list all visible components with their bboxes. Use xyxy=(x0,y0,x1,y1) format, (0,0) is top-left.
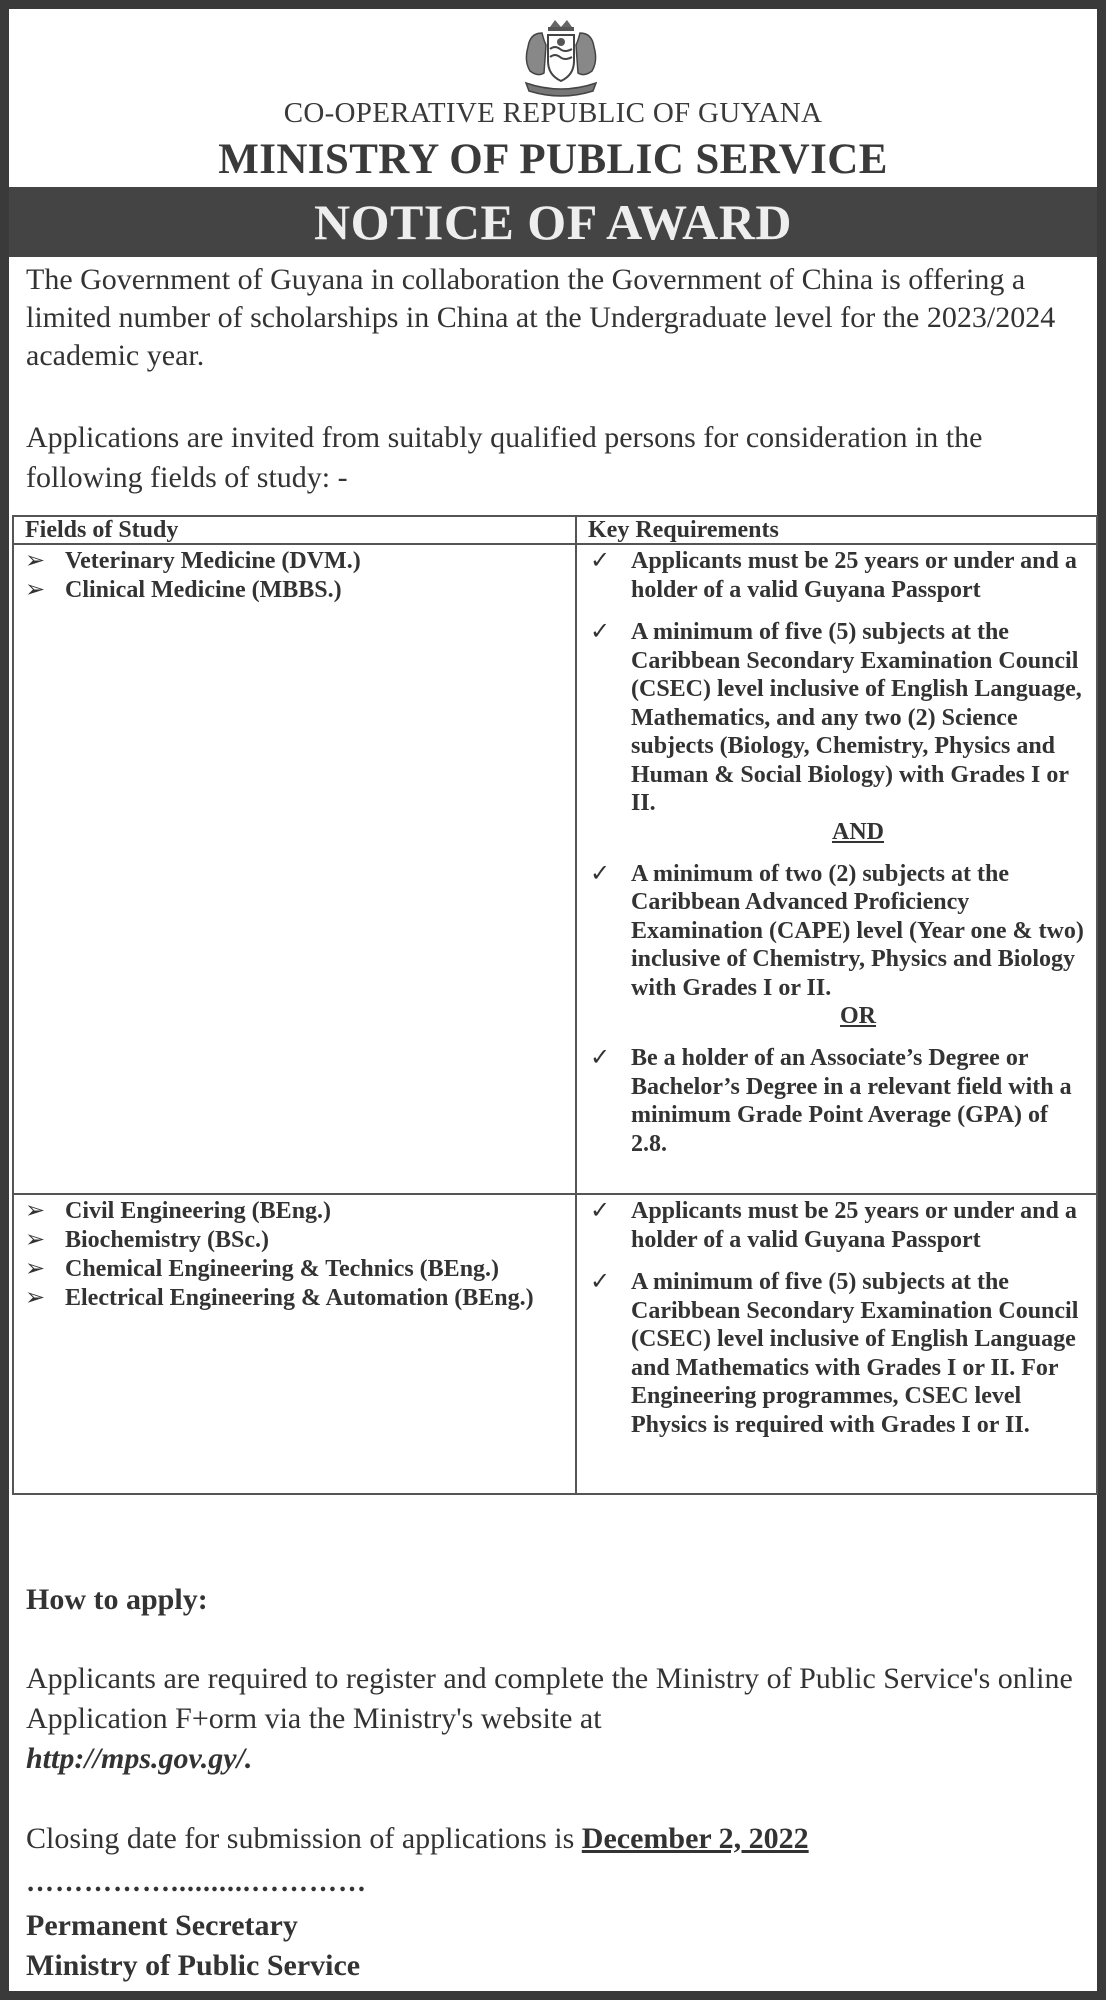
arrow-bullet-icon: ➢ xyxy=(25,1256,46,1282)
signature-line: ……………..........………… xyxy=(26,1867,367,1898)
arrow-bullet-icon: ➢ xyxy=(25,1198,46,1224)
list-item: ✓ Be a holder of an Associate’s Degree or Bachelor’s Degree in a relevant field with a minimum Grade Point Average (GPA) of 2.8. xyxy=(590,1045,1072,1157)
list-item: ✓ Applicants must be 25 years or under and a holder of a valid Guyana Passport xyxy=(590,548,1077,603)
check-mark-icon: ✓ xyxy=(590,1045,611,1071)
requirements-header: Key Requirements xyxy=(576,516,1097,544)
how-to-apply-text: Applicants are required to register and complete the Ministry of Public Service's online Application F+orm via the Ministry's website at http://mps.gov.gy/. xyxy=(26,1662,1073,1775)
list-item: ✓ A minimum of five (5) subjects at the Caribbean Secondary Examination Council (CSEC) level inclusive of English Language and Mathematics with Grades I or II. For Engineering programmes, CSEC level Physics is required with Grades I or II. xyxy=(590,1269,1079,1438)
signatory-title: Permanent Secretary xyxy=(26,1909,298,1942)
requirements-cell xyxy=(576,1194,1097,1494)
conjunction-and: AND xyxy=(832,818,884,845)
check-mark-icon: ✓ xyxy=(590,1198,611,1224)
list-item: ✓ A minimum of five (5) subjects at the Caribbean Secondary Examination Council (CSEC) level inclusive of English Language, Mathematics, and any two (2) Science subjects (Biology, Chemistry, Physics and Human & Social Biology) with Grades I or II. xyxy=(590,619,1082,816)
how-to-apply-heading: How to apply: xyxy=(26,1583,208,1616)
requirements-cell xyxy=(576,544,1097,1194)
arrow-bullet-icon: ➢ xyxy=(25,1285,46,1311)
conjunction-or: OR xyxy=(840,1003,876,1029)
ministry-website-link[interactable]: http://mps.gov.gy/. xyxy=(26,1742,253,1775)
list-item: ➢ Veterinary Medicine (DVM.) xyxy=(25,548,361,574)
applications-paragraph: Applications are invited from suitably qualified persons for consideration in the following fields of study: - xyxy=(26,421,983,494)
closing-date-line: Closing date for submission of applications is December 2, 2022 xyxy=(26,1822,809,1855)
check-mark-icon: ✓ xyxy=(590,860,611,887)
table-header-row xyxy=(13,516,1097,544)
arrow-bullet-icon: ➢ xyxy=(25,548,46,574)
list-item: ✓ A minimum of two (2) subjects at the Caribbean Advanced Proficiency Examination (CAPE) level (Year one & two) inclusive of Chemistry, Physics and Biology with Grades I or II. xyxy=(590,860,1084,1001)
check-mark-icon: ✓ xyxy=(590,619,611,645)
notice-title: NOTICE OF AWARD xyxy=(314,194,792,250)
country-name: CO-OPERATIVE REPUBLIC OF GUYANA xyxy=(283,97,823,129)
fields-cell xyxy=(13,1194,576,1494)
closing-date: December 2, 2022 xyxy=(581,1822,809,1855)
intro-paragraph: The Government of Guyana in collaboration the Government of China is offering a limited number of scholarships in China at the Undergraduate level for the 2023/2024 academic year. xyxy=(26,263,1056,372)
signatory-office: Ministry of Public Service xyxy=(26,1949,361,1982)
check-mark-icon: ✓ xyxy=(590,548,611,574)
arrow-bullet-icon: ➢ xyxy=(25,1227,46,1253)
signature-block xyxy=(26,1906,360,1986)
table-row xyxy=(13,544,1097,1194)
requirements-table xyxy=(12,515,1098,1495)
fields-cell xyxy=(13,544,576,1194)
list-item: ➢ Biochemistry (BSc.) xyxy=(25,1227,269,1253)
list-item: ➢ Civil Engineering (BEng.) xyxy=(25,1198,332,1224)
list-item: ➢ Clinical Medicine (MBBS.) xyxy=(25,577,342,603)
guyana-coat-of-arms-icon xyxy=(520,17,602,99)
notice-banner xyxy=(9,187,1097,257)
list-item: ➢ Electrical Engineering & Automation (BEng.) xyxy=(25,1285,534,1311)
list-item: ➢ Chemical Engineering & Technics (BEng.) xyxy=(25,1256,500,1282)
fields-header: Fields of Study xyxy=(13,516,576,544)
list-item: ✓ Applicants must be 25 years or under and a holder of a valid Guyana Passport xyxy=(590,1198,1077,1253)
arrow-bullet-icon: ➢ xyxy=(25,577,46,603)
ministry-name: MINISTRY OF PUBLIC SERVICE xyxy=(218,136,888,183)
check-mark-icon: ✓ xyxy=(590,1269,611,1295)
table-row xyxy=(13,1194,1097,1494)
